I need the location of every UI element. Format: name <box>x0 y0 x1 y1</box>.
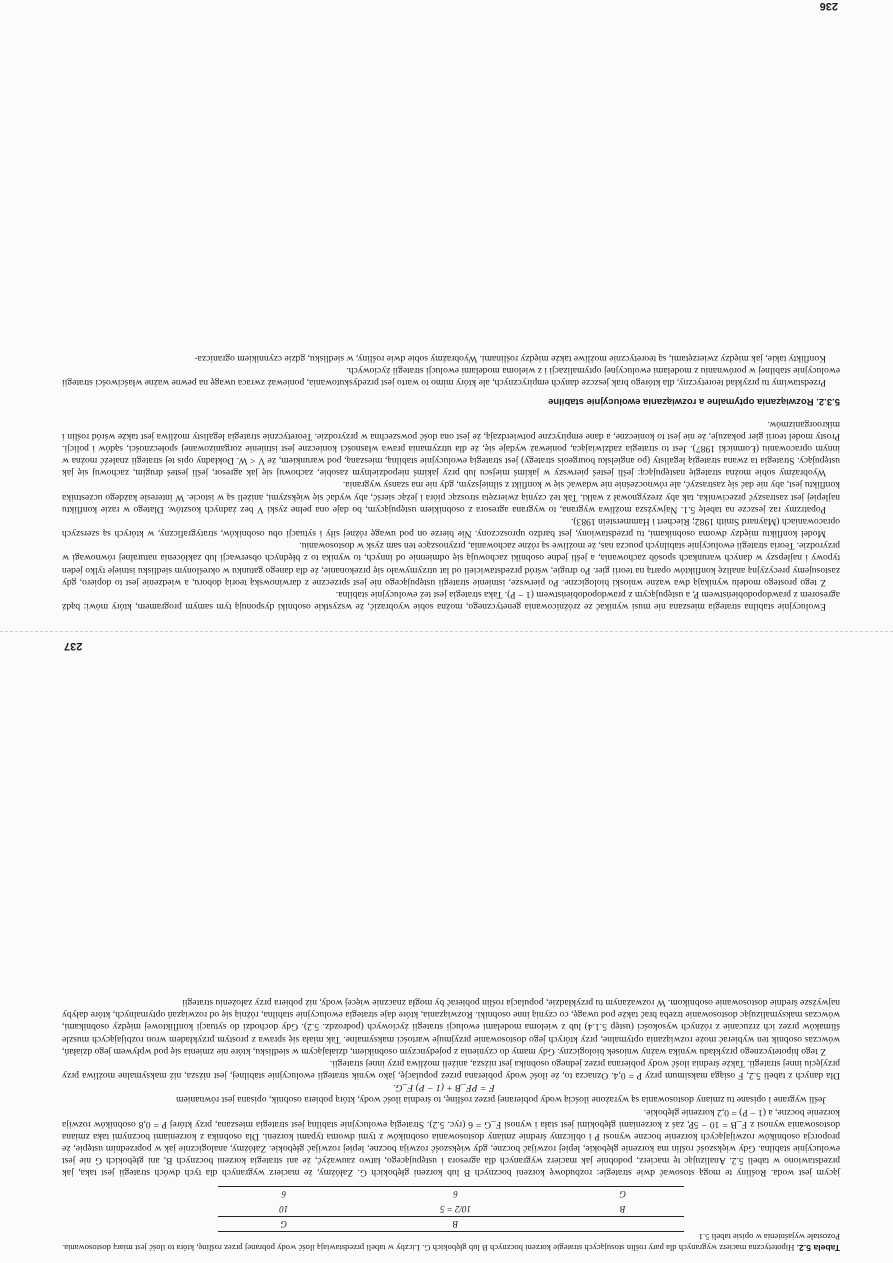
paragraph: Z tego hipotetycznego przykładu wynika ważny wniosek biologiczny. Gdy mamy do czynienia z pojedynczym osobnikiem, działającym w siedlisku, które nie zmienia się pod wpływem jego działań, wówczas osobnik ten wybierać może rozwiązania optymalne, przy których jego dostosowanie przyjmuje wartości maksymalne. Tak miała się sprawa z prostym przykładem wron rozbijających muszle ślimaków przez ich zrzucanie z różnych wysokości (ustęp 5.1.4) lub z wieloma modelami ewolucji strategii życiowych (podrozdz. 5.2). Gdy dochodzi do sytuacji konfliktowej między osobnikami, wówczas maksymalizując dostosowanie trzeba brać także pod uwagę, co czynią inne osobniki. Rozwiązania, które daje strategia ewolucyjnie stabilna, różnią się od rozwiązań optymalnych, które dałyby najwyższe średnie dostosowanie osobnikom. W rozważanym tu przykładzie, populacja roślin pobierać by mogła znacznie więcej wody, niż pobiera przy założeniu strategii <box>62 997 840 1057</box>
paragraph: Wyobraźmy sobie można strategię następującą: jeśli jesteś pierwszy w jakimś miejscu lub przy jakimś niepodzielnym zasobie, zachowuj się jak agresor, jeśli jesteś drugim, zachowuj się jak ustępujący. Strategia ta zwana strategią legalisty (po angielsku bourgeois strategy) jest strategią ewolucyjnie stabilną, mieszaną, pod warunkiem, że V < W. Dokładny opis tej strategii znaleźć można w innym opracowaniu (Łomnicki 1987). Jest to strategia zadziwiająca, ponieważ wydaje się, że dla utrzymania prawa własności konieczne jest istnienie zorganizowanej społeczności, sądów i policji. Prosty model teorii gier pokazuje, że nie jest to konieczne, a dane empiryczne potwierdzają, że jest ona dość powszechna w przyrodzie. Teoretycznie strategia legalisty możliwa jest także wśród roślin i mikroorganizmów. <box>62 418 840 479</box>
paragraph: Dla danych z tabeli 5.2, F osiąga maksimum przy P = 0,4. Oznacza to, że ilość wody pobierana przez populację, jako wynik strategii ewolucyjnie stabilnej, jest niższa, niż maksymalne możliwa przy przyjęciu innej strategii. Także średnia ilość wody pobierana przez jednego osobnika jest niższa, aniżeli możliwa przy innej strategii. <box>62 1057 840 1082</box>
table-caption <box>62 1232 840 1253</box>
paragraph: Model konfliktu między dwoma osobnikami, tu przedstawiony, jest bardzo uproszczony. Nie bierze on pod uwagę różnej siły i sytuacji obu osobników, stratygraficzny, w których są szerszych opracowaniach (Maynard Smith 1982; Riechert i Hammerstein 1983). <box>62 515 840 540</box>
page-237 <box>56 640 846 1263</box>
paragraph: Popatrzmy raz jeszcze na tabelę 5.1. Najwyższa możliwa wygrana, to wygrana agresora z osobnikiem ustępującym, bo daje ona pełne zyski V bez żadnych kosztów. Dlatego w razie konfliktu najlepiej jest zastraszyć przeciwnika, tak aby zrezygnował z walki. Tak też czynią zwierzęta strosząc pióra i jeżąc sierść, aby wydać się większymi, aniżeli są w istocie. W interesie każdego uczestnika konfliktu jest, aby nie dać się zastraszyć, ale równocześnie nie wdawać się w konflikt z silniejszym, gdy nie ma szansy wygrania. <box>62 479 840 515</box>
table-row <box>218 1202 685 1217</box>
paragraph: Konflikty takie, jak między zwierzętami, są teoretycznie możliwe także między roślinami. Wyobraźmy sobie dwie rośliny, w siedlisku, gdzie czynnikiem ogranicza- <box>194 353 826 365</box>
page-236-text-column <box>62 352 840 612</box>
table-cell: G <box>561 1187 684 1202</box>
page-236 <box>56 0 846 628</box>
page-237-region <box>0 640 893 1263</box>
table-header-cell: G <box>218 1216 350 1231</box>
paragraph: Przedstawimy tu przykład teoretyczny, dla którego brak jeszcze danych empirycznych, ale który mimo to warto jest przedyskutowania, ponieważ zwraca uwagę na pewne ważne właściwości strategii ewolucyjnie stabilnej w porównaniu z modelami ewolucyjnej optymalizacji i z wieloma modelami ewolucji strategii życiowych. <box>62 365 840 389</box>
table-cell: 10/2 = 5 <box>439 1203 472 1214</box>
table-header-cell: B <box>350 1216 561 1231</box>
page-number: 236 <box>819 0 838 12</box>
table-cell: 6 <box>350 1187 561 1202</box>
page-236-region <box>0 0 893 628</box>
table-row <box>218 1187 685 1202</box>
paragraph: Jeśli wygrane i opisane tu zmiany dostosowania są wyrażone ilością wody pobieranej przez roślinę, to średnia ilość wody, którą pobiera osobnik, opisana jest równaniem <box>176 1094 826 1106</box>
page-237-text-column <box>62 996 840 1253</box>
equation: F = PF_B + (1 − P) F_G. <box>393 1082 495 1094</box>
table-caption-text: Hipotetyczna macierz wygranych dla pary roślin stosujących strategie korzeni bocznych B lub głębokich G. Liczby w tabeli przedstawiają ilość wody pobranej przez roślinę, która to ilość jest miarą dostosowania. Pozostałe wyjaśnienia w opisie tabeli 5.1 <box>61 1232 840 1253</box>
section-heading: 5.3.2. Rozwiązania optymalne a rozwiązania ewolucyjnie stabilne <box>548 396 840 408</box>
paragraph: jącym jest woda. Rośliny te mogą stosować dwie strategie: rozbudowę korzeni bocznych B lub korzeni głębokich G. Załóżmy, że macierz wygranych dla tych dwóch strategii jest taka, jak przedstawiono w tabeli 5.2. Analizując tę macierz, podobnie jak macierz wygranych dla agresora i ustępującego, łatwo zauważyć, że ani strategia korzeni bocznych B, ani głębokich G nie jest ewolucyjnie stabilna. Gdy większość roślin ma korzenie głębokie, lepiej rozwijać boczne, gdy większość rozwija boczne, lepiej rozwijać głębokie. Załóżmy, analogicznie jak w poprzednim ustępie, że proporcja osobników rozwijających korzenie boczne wynosi P i obliczmy średnie zmiany dostosowania osobników z tymi dwoma typami korzeni. Dla osobnika z korzeniami bocznymi taka zmiana dostosowania wynosi z F_B = 10 − 5P, zaś z korzeniami głębokimi jest stała i wynosi F_G = 6 (ryc. 5.2). Strategią ewolucyjnie stabilną jest strategia mieszana, przy której P = 0,8 osobników rozwija korzenie boczne, a (1 − P) = 0,2 korzenie głębokie. <box>62 1106 840 1179</box>
table-header-row <box>218 1216 685 1231</box>
paragraph: Z tego prostego modelu wynikają dwa ważne wnioski biologiczne. Po pierwsze, istnienie strategii ustępującego nie jest sprzeczne z darwinowską teorią doboru, a wiedzenie jest to dopiero, gdy zastosujemy precyzyjną analizę konfliktów opartą na teorii gier. Po drugie, wśród przedstawicieli od lat utrzymywało się przekonanie, że dla danego gatunku w określonym siedlisku istnieje tylko jeden typowy i najlepszy w danych warunkach sposób zachowania, a jeśli jedne osobniki zachowują się odmiennie od innych, to wynika to z błędnych obserwacji lub zakłócenia naturalnej równowagi w przyrodzie. Teoria strategii ewolucyjnie stabilnych poucza nas, że możliwe są różne zachowania, przynoszące ten sam zysk w dostosowaniu. <box>62 540 840 588</box>
table-cell: B <box>620 1203 626 1214</box>
table-cell: 6 <box>218 1187 350 1202</box>
table-cell: 10 <box>279 1203 289 1214</box>
table-caption-label: Tabela 5.2. <box>796 1243 840 1253</box>
page-number: 237 <box>64 640 83 652</box>
payoff-table <box>218 1186 685 1231</box>
paragraph: Ewolucyjnie stabilna strategia mieszana nie musi wynikać ze zróżnicowania genetycznego, można sobie wyobrazić, że wszystkie osobniki dysponują tym samym programem, który mówi: bądź agresorem z prawdopodobieństwem P, a ustępującym z prawdopodobieństwem (1 − P). Taka strategia jest też ewolucyjnie stabilna. <box>62 588 840 612</box>
table-header-cell <box>561 1216 684 1231</box>
page-fold-divider <box>0 631 893 640</box>
